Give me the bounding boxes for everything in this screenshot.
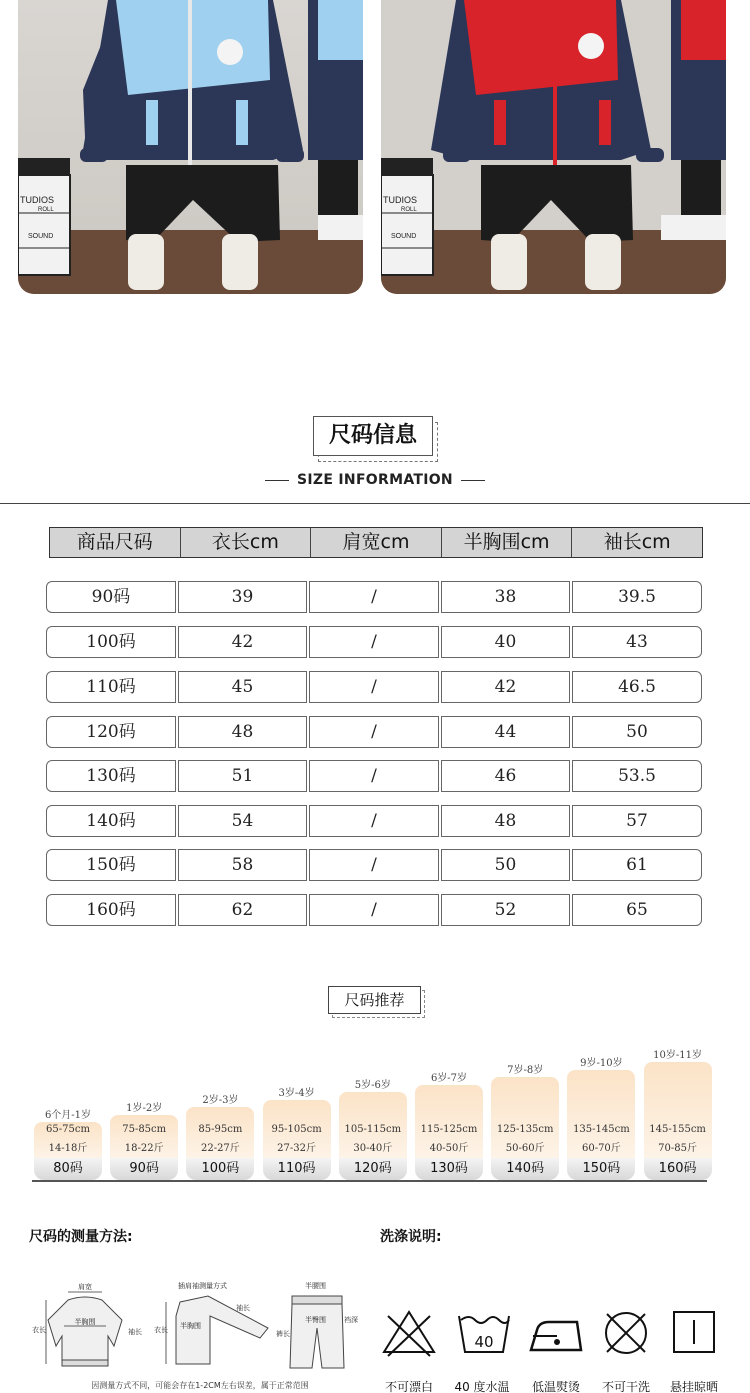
recommend-weight: 22-27斤 bbox=[200, 1143, 240, 1154]
label-length: 衣长 bbox=[32, 1326, 46, 1334]
cell-shoulder: / bbox=[309, 849, 439, 881]
clapper-text-roll: ROLL bbox=[401, 207, 417, 213]
pants-diagram bbox=[290, 1296, 344, 1368]
size-table-header bbox=[49, 527, 703, 558]
cell-length: 42 bbox=[178, 626, 307, 658]
section-subtitle bbox=[0, 472, 750, 488]
header-shoulder: 肩宽cm bbox=[311, 528, 442, 557]
cell-length: 45 bbox=[178, 671, 307, 703]
cell-length: 39 bbox=[178, 581, 307, 613]
clapper-text-sound: SOUND bbox=[391, 233, 417, 240]
sweater-diagram bbox=[48, 1297, 122, 1366]
cell-sleeve: 53.5 bbox=[572, 760, 702, 792]
wash-temp-value: 40 bbox=[474, 1333, 494, 1351]
cell-size: 110码 bbox=[46, 671, 176, 703]
recommend-weight: 30-40斤 bbox=[353, 1143, 393, 1154]
wash-label-low-iron: 低温熨烫 bbox=[531, 1380, 580, 1393]
cell-size: 160码 bbox=[46, 894, 176, 926]
clapper-text-roll: ROLL bbox=[38, 207, 54, 213]
section-title: 尺码信息 bbox=[328, 423, 417, 448]
cell-size: 140码 bbox=[46, 805, 176, 837]
cell-length: 62 bbox=[178, 894, 307, 926]
label-sleeve-2: 袖长 bbox=[236, 1304, 250, 1312]
clapper-text-studios: TUDIOS bbox=[20, 195, 55, 205]
recommend-size: 80码 bbox=[34, 1158, 102, 1180]
recommend-size: 120码 bbox=[339, 1158, 407, 1180]
low-iron-icon bbox=[527, 1306, 585, 1358]
photo-blue-illustration bbox=[18, 0, 363, 294]
recommend-age: 1岁-2岁 bbox=[126, 1102, 163, 1114]
recommend-weight: 40-50斤 bbox=[429, 1143, 469, 1154]
wash-40-icon bbox=[455, 1306, 513, 1358]
cell-sleeve: 46.5 bbox=[572, 671, 702, 703]
wash-label-no-bleach: 不可漂白 bbox=[384, 1380, 433, 1393]
header-size: 商品尺码 bbox=[50, 528, 181, 557]
cell-size: 130码 bbox=[46, 760, 176, 792]
recommend-size: 90码 bbox=[110, 1158, 178, 1180]
recommend-height: 85-95cm bbox=[198, 1124, 243, 1135]
recommend-weight: 60-70斤 bbox=[581, 1143, 621, 1154]
recommend-age: 9岁-10岁 bbox=[580, 1057, 623, 1069]
measure-diagram bbox=[30, 1276, 370, 1386]
table-row bbox=[46, 760, 702, 792]
label-rise: 裆深 bbox=[344, 1316, 358, 1324]
recommend-age: 6个月-1岁 bbox=[44, 1110, 92, 1121]
cell-length: 54 bbox=[178, 805, 307, 837]
recommend-weight: 18-22斤 bbox=[124, 1143, 164, 1154]
wash-label-40: 40 度水温 bbox=[454, 1380, 510, 1393]
table-row bbox=[46, 626, 702, 658]
cell-shoulder: / bbox=[309, 626, 439, 658]
cell-length: 58 bbox=[178, 849, 307, 881]
wash-title: 洗涤说明: bbox=[380, 1229, 442, 1245]
recommend-age: 2岁-3岁 bbox=[202, 1095, 239, 1106]
recommend-weight: 70-85斤 bbox=[658, 1143, 697, 1154]
cell-chest: 40 bbox=[441, 626, 570, 658]
cell-sleeve: 43 bbox=[572, 626, 702, 658]
raglan-diagram bbox=[176, 1296, 268, 1364]
recommend-size: 150码 bbox=[567, 1158, 635, 1180]
header-chest: 半胸围cm bbox=[442, 528, 573, 557]
recommend-height: 95-105cm bbox=[271, 1124, 322, 1135]
table-row bbox=[46, 894, 702, 926]
cell-size: 100码 bbox=[46, 626, 176, 658]
cell-length: 48 bbox=[178, 716, 307, 748]
cell-shoulder: / bbox=[309, 716, 439, 748]
cell-shoulder: / bbox=[309, 581, 439, 613]
table-row bbox=[46, 716, 702, 748]
product-photo-red bbox=[381, 0, 726, 294]
subtitle-dash-right bbox=[461, 480, 485, 481]
label-waist: 半腰围 bbox=[305, 1282, 326, 1290]
table-row bbox=[46, 849, 702, 881]
clapper-text-studios: TUDIOS bbox=[383, 195, 418, 205]
cell-sleeve: 65 bbox=[572, 894, 702, 926]
recommend-size: 100码 bbox=[186, 1158, 254, 1180]
label-raglan: 插肩袖测量方式 bbox=[178, 1282, 227, 1290]
label-hip: 半臀围 bbox=[305, 1316, 326, 1324]
clapper-text-sound: SOUND bbox=[28, 233, 54, 240]
recommend-size: 140码 bbox=[491, 1158, 559, 1180]
cell-chest: 50 bbox=[441, 849, 570, 881]
recommend-age: 10岁-11岁 bbox=[653, 1050, 702, 1061]
divider-line bbox=[0, 503, 750, 504]
recommend-height: 75-85cm bbox=[122, 1124, 167, 1135]
cell-size: 90码 bbox=[46, 581, 176, 613]
cell-chest: 48 bbox=[441, 805, 570, 837]
cell-size: 120码 bbox=[46, 716, 176, 748]
cell-chest: 42 bbox=[441, 671, 570, 703]
recommend-height: 105-115cm bbox=[344, 1124, 402, 1135]
measure-note: 因测量方式不同，可能会存在1-2CM左右误差，属于正常范围 bbox=[91, 1381, 309, 1390]
recommend-age: 3岁-4岁 bbox=[278, 1087, 315, 1099]
no-dry-clean-icon bbox=[597, 1306, 655, 1358]
recommend-height: 65-75cm bbox=[46, 1124, 90, 1135]
recommend-size: 160码 bbox=[644, 1158, 712, 1180]
cell-sleeve: 39.5 bbox=[572, 581, 702, 613]
recommend-height: 115-125cm bbox=[420, 1124, 478, 1135]
no-bleach-icon bbox=[380, 1306, 438, 1358]
cell-sleeve: 61 bbox=[572, 849, 702, 881]
label-pants-length: 裤长 bbox=[276, 1330, 290, 1338]
subtitle-dash-left bbox=[265, 480, 289, 481]
cell-shoulder: / bbox=[309, 671, 439, 703]
cell-length: 51 bbox=[178, 760, 307, 792]
photo-red-illustration bbox=[381, 0, 726, 294]
cell-size: 150码 bbox=[46, 849, 176, 881]
recommend-weight: 50-60斤 bbox=[505, 1143, 545, 1154]
table-row bbox=[46, 671, 702, 703]
recommend-age: 7岁-8岁 bbox=[507, 1065, 544, 1076]
cell-shoulder: / bbox=[309, 894, 439, 926]
recommend-age: 5岁-6岁 bbox=[354, 1080, 391, 1091]
recommend-size: 130码 bbox=[415, 1158, 483, 1180]
recommend-size: 110码 bbox=[263, 1158, 331, 1180]
measure-title: 尺码的测量方法: bbox=[29, 1229, 133, 1245]
cell-sleeve: 50 bbox=[572, 716, 702, 748]
recommend-age: 6岁-7岁 bbox=[430, 1072, 468, 1084]
hang-dry-icon bbox=[665, 1306, 723, 1358]
table-row bbox=[46, 805, 702, 837]
label-length-2: 衣长 bbox=[154, 1326, 168, 1334]
label-shoulder: 肩宽 bbox=[78, 1283, 92, 1291]
recommend-weight: 27-32斤 bbox=[277, 1143, 316, 1154]
recommend-weight: 14-18斤 bbox=[48, 1143, 88, 1154]
product-photo-blue bbox=[18, 0, 363, 294]
label-chest: 半胸围 bbox=[74, 1318, 96, 1326]
wash-label-no-dry-clean: 不可干洗 bbox=[601, 1380, 650, 1393]
recommend-height: 135-145cm bbox=[573, 1124, 630, 1135]
clapperboard bbox=[18, 158, 70, 275]
header-length: 衣长cm bbox=[181, 528, 312, 557]
wash-label-hang-dry: 悬挂晾晒 bbox=[669, 1380, 718, 1393]
recommend-title: 尺码推荐 bbox=[344, 991, 405, 1009]
header-sleeve: 袖长cm bbox=[603, 531, 671, 553]
label-sleeve: 袖长 bbox=[128, 1328, 142, 1336]
recommend-height: 125-135cm bbox=[496, 1124, 554, 1135]
cell-shoulder: / bbox=[309, 805, 439, 837]
cell-sleeve: 57 bbox=[572, 805, 702, 837]
recommend-height: 145-155cm bbox=[649, 1124, 706, 1135]
cell-chest: 52 bbox=[441, 894, 570, 926]
subtitle-text: SIZE INFORMATION bbox=[297, 472, 453, 488]
cell-chest: 38 bbox=[441, 581, 570, 613]
recommend-baseline bbox=[32, 1180, 707, 1182]
table-row bbox=[46, 581, 702, 613]
label-chest-2: 半胸围 bbox=[180, 1322, 201, 1330]
cell-shoulder: / bbox=[309, 760, 439, 792]
clapperboard bbox=[381, 158, 433, 275]
cell-chest: 44 bbox=[441, 716, 570, 748]
cell-chest: 46 bbox=[441, 760, 570, 792]
